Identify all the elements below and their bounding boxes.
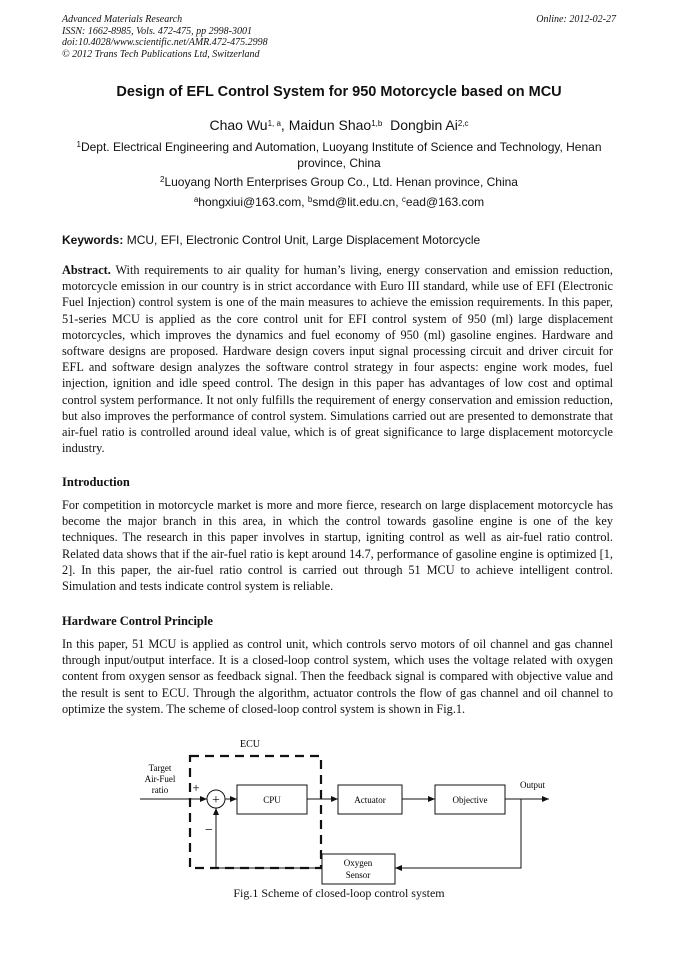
sensor-label-line: Sensor <box>345 870 371 880</box>
author-name: Dongbin Ai <box>390 117 458 133</box>
input-label-line: ratio <box>151 785 169 795</box>
doi-line: doi:10.4028/www.scientific.net/AMR.472-475.2998 <box>62 37 268 48</box>
author-name: Chao Wu <box>209 117 268 133</box>
author-name: Maidun Shao <box>288 117 372 133</box>
author-list: Chao Wu$^{1, a}$, Maidun Shao$^{1,b}$ Dongbin Ai$^{2,c}$ <box>209 117 469 133</box>
paper-title: Design of EFL Control System for 950 Motorcycle based on MCU <box>116 84 562 100</box>
closed-loop-diagram <box>0 730 678 910</box>
summer-symbol: + <box>212 793 220 808</box>
email-sup: a <box>193 195 199 204</box>
cpu-label: CPU <box>263 795 281 805</box>
abstract <box>62 262 613 456</box>
email-address[interactable]: smd@lit.edu.cn <box>312 195 396 209</box>
email-list: $^a$hongxiui@163.com, $^b$smd@lit.edu.cn, $^c$ead@163.com <box>193 195 485 209</box>
online-date: Online: 2012-02-27 <box>536 14 616 25</box>
objective-label: Objective <box>452 795 488 805</box>
figure-caption: Fig.1 Scheme of closed-loop control system <box>233 886 445 900</box>
author-sup: 1, a <box>267 119 281 128</box>
copyright-line: © 2012 Trans Tech Publications Ltd, Switzerland <box>62 48 260 60</box>
journal-name: Advanced Materials Research <box>62 14 183 25</box>
actuator-label: Actuator <box>354 795 386 805</box>
issn-line: ISSN: 1662-8985, Vols. 472-475, pp 2998-3001 <box>62 25 252 37</box>
section-heading-hardware: Hardware Control Principle <box>62 614 213 628</box>
keywords-text: MCU, EFI, Electronic Control Unit, Large Displacement Motorcycle <box>126 233 481 247</box>
output-label: Output <box>520 780 546 790</box>
keywords <box>62 233 616 247</box>
affiliation-1 <box>62 139 616 171</box>
input-label-line: Target <box>148 763 172 773</box>
hardware-text: In this paper, 51 MCU is applied as control unit, which controls servo motors of oil channel and gas channel through input/output interface. It is a closed-loop control system, which uses the voltage related with oxygen content from oxygen sensor as feedback signal. Then the feedback signal is compared with objective value and the result is sent to ECU. Through the algorithm, actuator controls the flow of gas channel and oil channel to optimize the system. The scheme of closed-loop control system is shown in Fig.1. <box>62 637 613 716</box>
email-sup: b <box>307 195 313 204</box>
affiliation-text: Luoyang North Enterprises Group Co., Ltd. Henan province, China <box>164 175 518 189</box>
abstract-label: Abstract. <box>62 263 111 277</box>
affiliation-2 <box>40 175 638 189</box>
section-heading-introduction: Introduction <box>62 475 130 489</box>
affiliation-sup: 1 <box>76 140 81 149</box>
email-address[interactable]: hongxiui@163.com <box>198 195 302 209</box>
minus-sign: − <box>205 823 213 838</box>
email-address[interactable]: ead@163.com <box>405 195 485 209</box>
sensor-label-line: Oxygen <box>343 858 373 868</box>
affiliation-text: Dept. Electrical Engineering and Automation, Luoyang Institute of Science and Technology, Henan province, China <box>80 140 602 170</box>
affiliation-sup: 2 <box>160 175 165 184</box>
abstract-text: With requirements to air quality for human’s living, energy conservation and emission reduction, motorcycle emission in our country is in strict accordance with Euro III standard, while use of EFI (Electronic Fuel Injection) control system is one of the main measures to achieve the emission requirements. In this paper, 51-series MCU is applied as the core control unit for EFI control system of 950 (ml) large displacement motorcycles, which improves the dynamics and fuel economy of 950 (ml) gasoline engines. Hardware and software designs are proposed. Hardware design covers input signal processing circuit and driver circuit for EFL and software design analyzes the software control strategy in four aspects: engine work modes, fuel injection, ignition and idle speed control. The design in this paper has advantages of low cost and optimal control system performance. It not only fulfills the requirement of energy conservation and emission reduction, but also improves the performance of control system. Simulations carried out are presented to demonstrate that air-fuel ratio is controlled around ideal value, which is of great significance to large displacement motorcycle industry. <box>62 263 613 456</box>
plus-sign: + <box>192 780 200 795</box>
input-label-line: Air-Fuel <box>144 774 176 784</box>
author-sup: 1,b <box>371 119 383 128</box>
email-sup: c <box>401 195 406 204</box>
ecu-label: ECU <box>240 739 260 750</box>
keywords-label: Keywords: <box>62 233 124 247</box>
feedback-arrow-to-summer <box>216 808 322 868</box>
journal-header <box>62 14 268 60</box>
introduction-text: For competition in motorcycle market is more and more fierce, research on large displacement motorcycle has become the major branch in this area, in which the control towards gasoline engine is one of the key techniques. The research in this paper involves in startup, igniting control as well as air-fuel ratio control. Related data shows that if the air-fuel ratio is kept around 14.7, performance of gasoline engine is optimized [1, 2]. In this paper, the air-fuel ratio control is carried out through 51 MCU to achieve intelligent control. Simulation and tests indicate control system is reliable. <box>62 498 613 594</box>
author-sup: 2,c <box>457 119 469 128</box>
